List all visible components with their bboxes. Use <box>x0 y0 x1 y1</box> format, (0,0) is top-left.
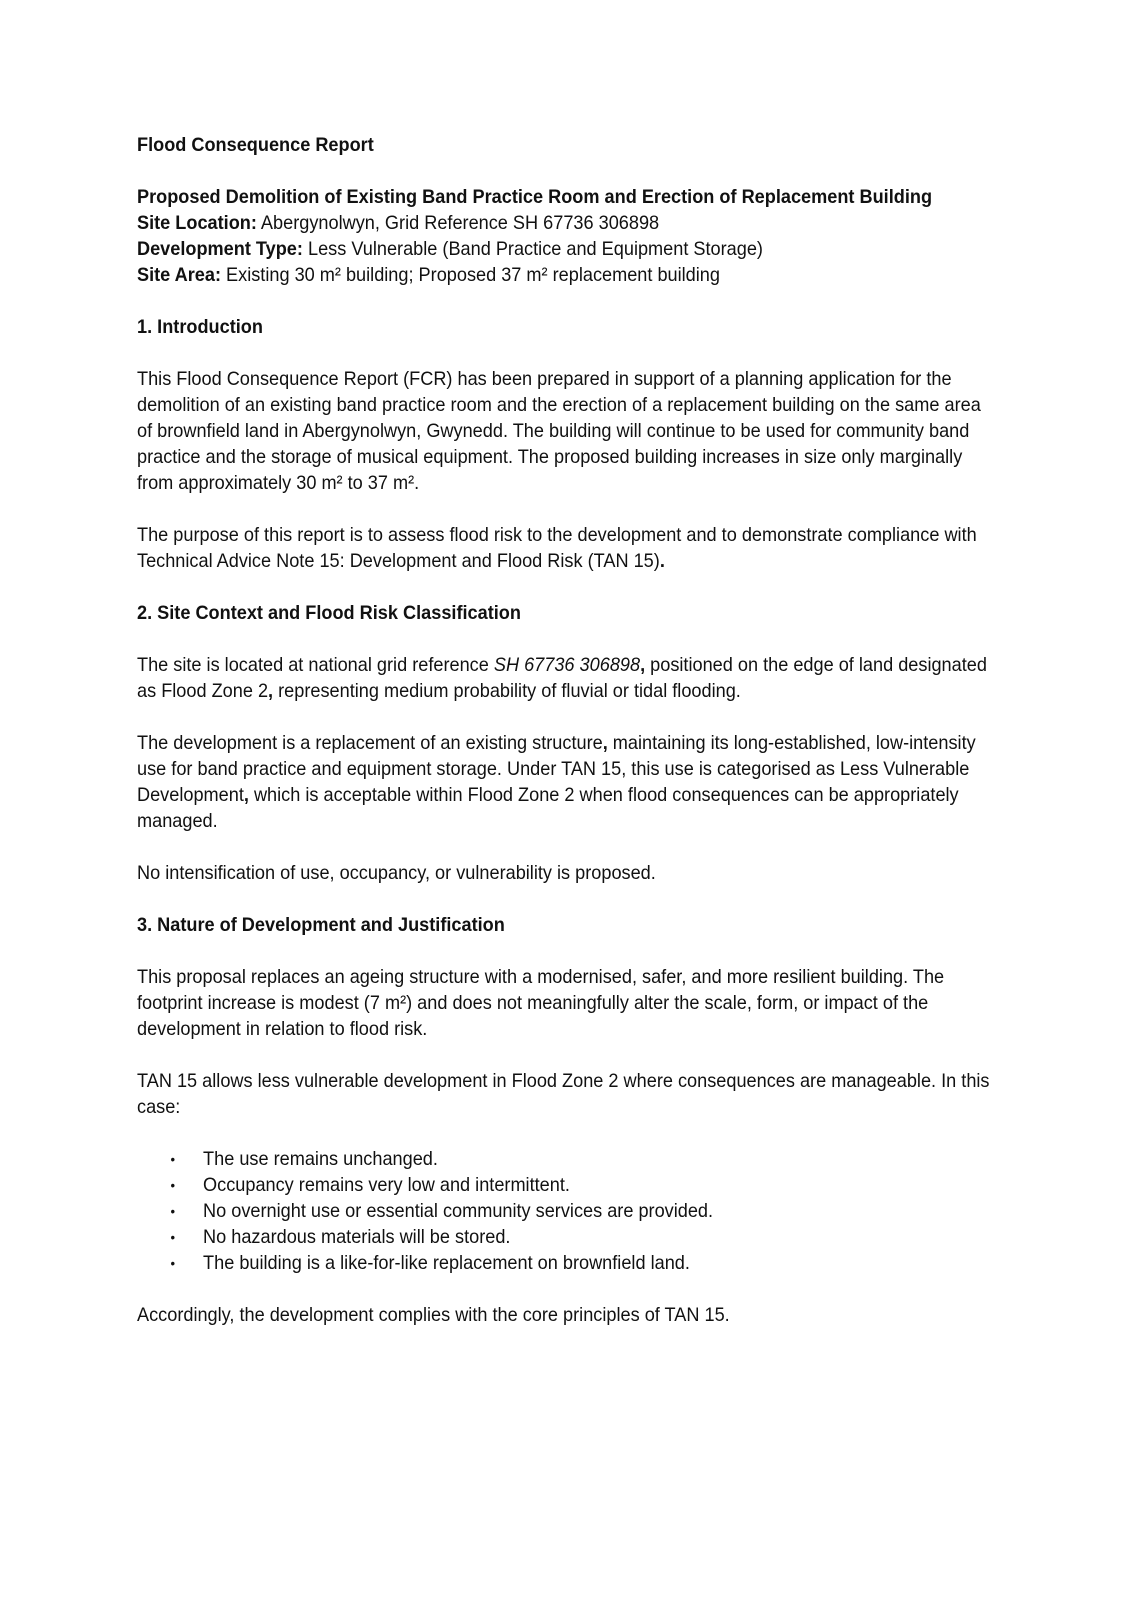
nature-paragraph-2: TAN 15 allows less vulnerable development in Flood Zone 2 where consequences are manageable. In this case: <box>137 1070 990 1118</box>
list-item <box>137 1224 997 1250</box>
context-p2-comma-2: , <box>243 784 249 806</box>
section-heading-nature: 3. Nature of Development and Justification <box>137 914 505 936</box>
project-title: Proposed Demolition of Existing Band Practice Room and Erection of Replacement Building <box>137 186 933 208</box>
section-heading-introduction: 1. Introduction <box>137 316 263 338</box>
justification-list <box>137 1146 997 1276</box>
document-page <box>137 132 997 1354</box>
site-area-label: Site Area: <box>137 264 221 286</box>
site-location <box>137 210 997 236</box>
list-item-text: The use remains unchanged. <box>203 1148 438 1170</box>
intro-paragraph-2-text: The purpose of this report is to assess flood risk to the development and to demonstrate compliance with Technical Advice Note 15: Development and Flood Risk (TAN 15) <box>137 524 977 572</box>
context-p1-text-c: representing medium probability of fluvial or tidal flooding. <box>273 680 741 702</box>
list-item <box>137 1146 997 1172</box>
grid-reference: SH 67736 306898 <box>493 654 641 676</box>
development-type-label: Development Type: <box>137 238 303 260</box>
site-location-value: Abergynolwyn, Grid Reference SH 67736 306898 <box>256 212 660 234</box>
intro-paragraph-2-end: . <box>659 550 665 572</box>
context-p1-comma-2: , <box>268 680 274 702</box>
list-item-text: The building is a like-for-like replacement on brownfield land. <box>203 1252 690 1274</box>
context-p2-text-a: The development is a replacement of an existing structure <box>137 732 603 754</box>
context-p2-text-b: maintaining its long-established, low-intensity use for band practice and equipment storage. Under TAN 15, this use is categorised as Less Vulnerable Development <box>137 732 976 806</box>
context-paragraph-2 <box>137 730 997 834</box>
list-item <box>137 1172 997 1198</box>
intro-paragraph-2 <box>137 522 997 574</box>
list-item <box>137 1250 997 1276</box>
context-paragraph-1 <box>137 652 997 704</box>
bullet-icon: • <box>170 1177 176 1193</box>
site-location-label: Site Location: <box>137 212 257 234</box>
development-type-value: Less Vulnerable (Band Practice and Equipment Storage) <box>302 238 763 260</box>
context-p1-comma: , <box>640 654 646 676</box>
context-p2-text-c: which is acceptable within Flood Zone 2 when flood consequences can be appropriately managed. <box>137 784 959 832</box>
context-paragraph-3: No intensification of use, occupancy, or vulnerability is proposed. <box>137 862 656 884</box>
section-heading-site-context: 2. Site Context and Flood Risk Classification <box>137 602 521 624</box>
list-item-text: No overnight use or essential community services are provided. <box>203 1200 714 1222</box>
list-item-text: No hazardous materials will be stored. <box>203 1226 511 1248</box>
context-p1-text-b: positioned on the edge of land designated as Flood Zone 2 <box>137 654 987 702</box>
nature-paragraph-1: This proposal replaces an ageing structure with a modernised, safer, and more resilient building. The footprint increase is modest (7 m²) and does not meaningfully alter the scale, form, or impact of the development in relation to flood risk. <box>137 966 945 1040</box>
bullet-icon: • <box>170 1229 176 1245</box>
bullet-icon: • <box>170 1151 176 1167</box>
context-p2-comma: , <box>602 732 608 754</box>
nature-paragraph-3: Accordingly, the development complies with the core principles of TAN 15. <box>137 1304 730 1326</box>
list-item-text: Occupancy remains very low and intermittent. <box>203 1174 570 1196</box>
site-area <box>137 262 997 288</box>
bullet-icon: • <box>170 1255 176 1271</box>
site-area-value: Existing 30 m² building; Proposed 37 m² replacement building <box>220 264 720 286</box>
list-item <box>137 1198 997 1224</box>
document-title: Flood Consequence Report <box>137 134 374 156</box>
development-type <box>137 236 997 262</box>
intro-paragraph-1: This Flood Consequence Report (FCR) has been prepared in support of a planning application for the demolition of an existing band practice room and the erection of a replacement building on the same area of brownfield land in Abergynolwyn, Gwynedd. The building will continue to be used for community band practice and the storage of musical equipment. The proposed building increases in size only marginally from approximately 30 m² to 37 m². <box>137 368 981 494</box>
bullet-icon: • <box>170 1203 176 1219</box>
context-p1-text-a: The site is located at national grid reference <box>137 654 494 676</box>
project-meta <box>137 184 997 288</box>
